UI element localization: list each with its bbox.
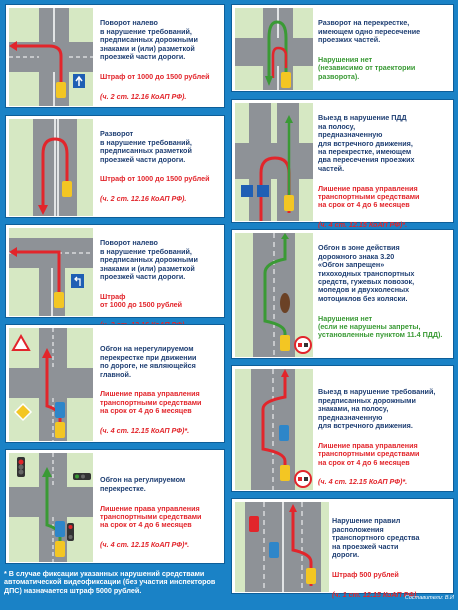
car-icon	[280, 335, 290, 351]
card-6-description: Разворот на перекрестке, имеющем одно пересечение проезжих частей.	[318, 18, 421, 45]
overtake-zone-diagram	[235, 233, 313, 355]
arrow-sign-icon	[241, 185, 253, 197]
car-icon	[56, 82, 66, 98]
card-left-turn-violation	[5, 4, 225, 108]
card-7-penalty: Лишение права управления транспортными средствами на срок от 4 до 6 месяцев	[318, 183, 420, 210]
card-6-status: Нарушения нет (независимо от траектории разворота).	[318, 55, 416, 81]
car-icon	[284, 195, 294, 211]
card-oncoming-lane-sign	[231, 365, 454, 492]
no-overtaking-sign-icon	[295, 471, 311, 487]
card-5-description: Обгон на регулируемом перекрестке.	[100, 475, 186, 493]
card-7-law: (ч. 4 ст. 12.15 КоАП РФ)*.	[318, 220, 408, 230]
card-2-law: (ч. 2 ст. 12.16 КоАП РФ).	[100, 194, 187, 204]
card-2-description: Разворот в нарушение требований, предписанных разметкой проезжей части дороги.	[100, 129, 192, 164]
card-7-description: Выезд в нарушение ПДД на полосу, предназначенную для встречного движения, на перекрестке, имеющем два пересечения проезжих частей.	[318, 113, 415, 173]
car-icon	[279, 425, 289, 441]
arrow-sign-icon	[257, 185, 269, 197]
card-5-law: (ч. 4 ст. 12.15 КоАП РФ)*.	[100, 540, 190, 550]
car-icon	[249, 516, 259, 532]
car-icon	[55, 521, 65, 537]
no-overtaking-sign-icon	[295, 337, 311, 353]
card-overtake-unregulated	[5, 324, 225, 443]
card-left-turn-sign	[5, 224, 225, 318]
oncoming-lane-diagram	[235, 369, 313, 488]
card-10-law: (ч. 1 ст. 12.15 КоАП РФ).	[332, 589, 419, 599]
left-turn-diagram	[9, 228, 93, 314]
intersection-diagram	[9, 8, 93, 104]
single-crossing-diagram	[235, 8, 313, 88]
card-9-penalty: Лишение права управления транспортными средствами на срок от 4 до 6 месяцев	[318, 440, 420, 467]
car-icon	[62, 181, 72, 197]
card-9-law: (ч. 4 ст. 12.15 КоАП РФ)*.	[318, 477, 408, 487]
card-3-description: Поворот налево в нарушение требований, предписанных дорожными знаками и (или) разметкой проезжей части дороги.	[100, 238, 198, 282]
card-4-law: (ч. 4 ст. 12.15 КоАП РФ)*.	[100, 426, 190, 436]
card-u-turn-marking	[5, 115, 225, 218]
card-3-penalty: Штраф от 1000 до 1500 рублей	[100, 291, 183, 310]
unregulated-intersection-diagram	[9, 328, 93, 439]
footnote: * В случае фиксации указанных нарушений средствами автоматической видеофиксации (без участия инспекторов ДПС) назначается штраф 5000 рублей.	[4, 569, 216, 595]
card-u-turn-single-crossing	[231, 4, 454, 92]
card-1-penalty: Штраф от 1000 до 1500 рублей	[100, 71, 210, 81]
car-icon	[281, 72, 291, 88]
card-oncoming-double-crossing	[231, 99, 454, 230]
car-icon	[55, 402, 65, 418]
motorcycle-icon	[280, 293, 290, 313]
car-icon	[269, 542, 279, 558]
card-overtake-slow-vehicles	[231, 229, 454, 359]
regulated-intersection-diagram	[9, 453, 93, 560]
car-icon	[55, 422, 65, 438]
card-1-law: (ч. 2 ст. 12.16 КоАП РФ).	[100, 91, 187, 101]
card-1-description: Поворот налево в нарушение требований, предписанных дорожными знаками и (или) разметкой проезжей части дороги.	[100, 18, 198, 62]
card-4-description: Обгон на нерегулируемом перекрестке при движении по дороге, не являющейся главной.	[100, 344, 197, 379]
car-icon	[280, 465, 290, 481]
car-icon	[55, 541, 65, 557]
card-4-penalty: Лишение права управления транспортными средствами на срок от 4 до 6 месяцев	[100, 389, 202, 416]
car-icon	[54, 292, 64, 308]
card-5-penalty: Лишение права управления транспортными средствами на срок от 4 до 6 месяцев	[100, 503, 202, 530]
card-10-description: Нарушение правил расположения транспортного средства на проезжей части дороги.	[332, 516, 420, 560]
lane-position-diagram	[235, 502, 329, 590]
card-overtake-regulated	[5, 449, 225, 564]
car-icon	[306, 568, 316, 584]
arrow-sign-icon	[71, 274, 84, 288]
card-2-penalty: Штраф от 1000 до 1500 рублей	[100, 174, 210, 184]
double-crossing-diagram	[235, 103, 313, 219]
credit: Составители: В.И	[404, 595, 454, 601]
card-10-penalty: Штраф 500 рублей	[332, 569, 399, 579]
u-turn-diagram	[9, 119, 93, 214]
card-8-status: Нарушения нет (если не нарушены запреты, установленные пунктом 11.4 ПДД).	[318, 313, 443, 340]
card-9-description: Выезд в нарушение требований, предписанных дорожными знаками, на полосу, предназначенную для встречного движения.	[318, 387, 436, 431]
card-8-description: Обгон в зоне действия дорожного знака 3.20 «Обгон запрещен» тихоходных транспортных средств, гужевых повозок, мопедов и двухколесных мотоциклов без коляски.	[318, 243, 415, 303]
